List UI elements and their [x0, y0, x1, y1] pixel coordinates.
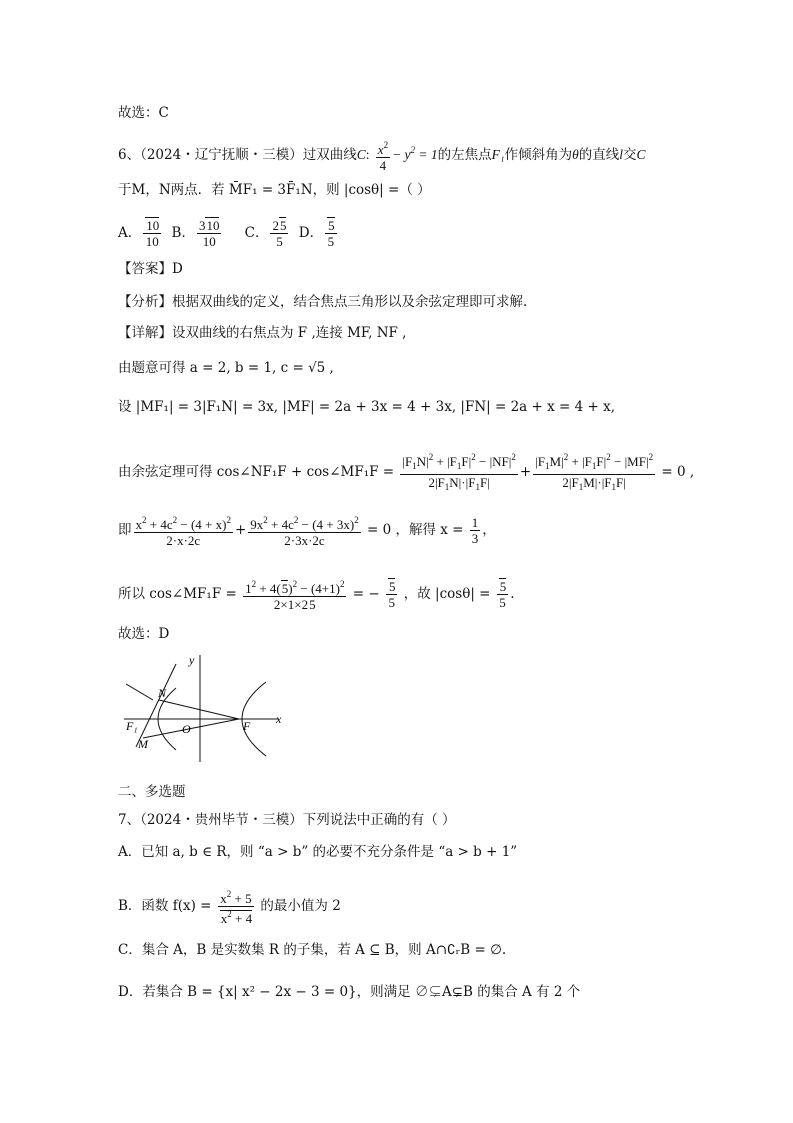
option-b-label: B． — [171, 225, 195, 241]
q7-option-a: A．已知 a, b ∈ R，则 “a > b” 的必要不充分条件是 “a > b + 1” — [118, 844, 518, 860]
q6-stem-line1: 6、（2024・辽宁抚顺・三模）过双曲线C: $\frac{x^2}{4}$ − $y^2 = 1$的左焦点F₁作倾斜角为θ的直线l交C — [118, 140, 646, 173]
option-d-label: D． — [298, 225, 324, 241]
q6-stem-line2: 于M，N两点．若 M̄F₁ = 3F̄₁N，则 |cosθ| =（ ） — [118, 182, 431, 198]
cos-sum-lead: 由余弦定理可得 cos∠NF₁F + cos∠MF₁F = — [118, 464, 395, 480]
suoyi-lead: 所以 cos∠MF₁F = — [118, 586, 237, 602]
point-N-label: N — [158, 686, 167, 700]
q7-option-b: B．函数 f(x) = $\frac{x^2 + 5}{x^2 + 4}$ 的最小值为 2 — [118, 889, 341, 926]
curve-label-2: C — [636, 147, 646, 162]
segment-NF — [159, 700, 239, 719]
x2-over-4: $\frac{x^2}{4}$ — [377, 140, 389, 173]
answer-prev: 故选：C — [118, 105, 169, 121]
point-F-label: F — [243, 719, 251, 733]
ji-label: 即 — [118, 522, 132, 538]
q6-mid: 作倾斜角为 — [504, 147, 573, 163]
option-b-lead: B．函数 f(x) = — [118, 898, 212, 914]
f1-label: F₁ — [491, 147, 505, 162]
curve-label: C — [356, 147, 366, 162]
answer-label: 【答案】D — [118, 261, 183, 277]
origin-label: O — [182, 722, 191, 736]
q6-mid2: 的直线 — [578, 147, 620, 163]
segment-MF — [143, 719, 239, 738]
line-l-extension — [126, 684, 153, 700]
option-b-tail: 的最小值为 2 — [260, 898, 341, 914]
final-answer: 故选：D — [118, 626, 170, 642]
detail-text: 【详解】设双曲线的右焦点为 F ,连接 MF, NF , — [118, 325, 407, 341]
theta-symbol: θ — [572, 147, 579, 162]
detail-line-5: 所以 cos∠MF₁F = $\frac{1^2 + 4(5)^2 - (4+1)^2}{2\times 1\times 25}$ = − $\frac{5}{5}$ ，故 |cosθ| = $\frac{5}{5}$ . — [118, 579, 515, 612]
conclusion-tail: ，故 |cosθ| = — [403, 586, 491, 602]
detail-line-3: 由余弦定理可得 cos∠NF₁F + cos∠MF₁F = $\frac{|F_1N|^2 + |F_1F|^2 - |NF|^2}{2|F_1N|\cdot|F_1F|}$ + $\frac{|F_1M|^2 + |F_1F|^2 - |MF|^2}{2|F_1M|\cdot|F_1F|}$ = 0 , — [118, 452, 695, 492]
q6-equation-tail: 的左焦点 — [437, 147, 492, 163]
line-l: l — [619, 147, 624, 162]
q7-option-c: C．集合 A，B 是实数集 R 的子集，若 A ⊆ B，则 A∩∁ᵣB = ∅. — [118, 942, 507, 958]
solve-x-tail: = 0 ，解得 x = — [366, 522, 464, 538]
q6-lead: 6、（2024・辽宁抚顺・三模）过双曲线 — [118, 147, 357, 163]
detail-line-2: 设 |MF₁| = 3|F₁N| = 3x, |MF| = 2a + 3x = 4 + 3x, |FN| = 2a + x = 4 + x, — [118, 399, 616, 415]
option-c-label: C． — [244, 225, 269, 241]
hyperbola-figure — [118, 650, 298, 765]
q7-stem: 7、（2024・贵州毕节・三模）下列说法中正确的有（ ） — [118, 812, 456, 828]
option-a-label: A． — [118, 225, 142, 241]
detail-line-1: 由题意可得 a = 2, b = 1, c = √5 , — [118, 360, 334, 376]
cos-sum-tail: = 0 , — [661, 464, 695, 480]
analysis-text: 【分析】根据双曲线的定义，结合焦点三角形以及余弦定理即可求解. — [118, 294, 528, 310]
eq-minus: = − — [352, 586, 380, 602]
section-title: 二、多选题 — [118, 784, 186, 800]
point-F1-label: F₁ — [126, 719, 138, 733]
q6-jiao: 交 — [623, 147, 637, 163]
x-label: x — [276, 712, 282, 726]
q7-option-d: D．若集合 B = {x| x² − 2x − 3 = 0}，则满足 ∅⊊A⊊B 的集合 A 有 2 个 — [118, 984, 581, 1000]
line-l — [136, 664, 176, 747]
q6-options: A． $\frac{10}{10}$ B． $\frac{310}{10}$ C． $\frac{25}{5}$ D． $\frac{5}{5}$ — [118, 218, 335, 249]
y-label: y — [189, 653, 195, 667]
point-M-label: M — [138, 737, 148, 751]
detail-line-4: 即 $\frac{x^2 + 4c^2 - (4 + x)^2}{2\cdot x\cdot 2c}$ + $\frac{9x^2 + 4c^2 - (4 + 3x)^2}{2\cdot 3x\cdot 2c}$ = 0 ，解得 x = $\frac{1}{3}$ ， — [118, 515, 496, 548]
